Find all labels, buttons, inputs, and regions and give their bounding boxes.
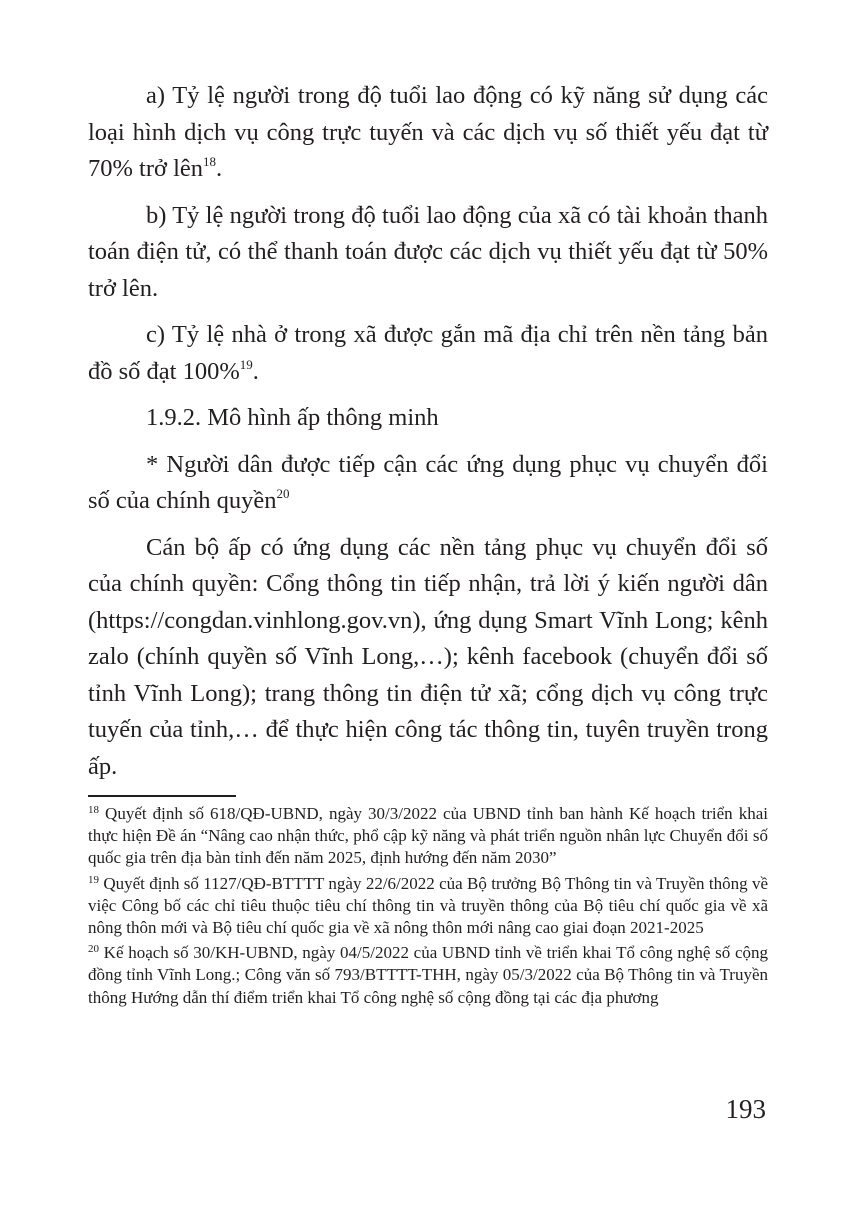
body-text xyxy=(88,78,768,785)
footnote-ref-18[interactable]: 18 xyxy=(203,154,217,169)
page-number: 193 xyxy=(725,1094,766,1124)
paragraph-a: a) Tỷ lệ người trong độ tuổi lao động có kỹ năng sử dụng các loại hình dịch vụ công trực tuyến và các dịch vụ số thiết yếu đạt từ 70% trở lên$^{18}$. xyxy=(88,82,768,182)
footnote-ref-20[interactable]: 20 xyxy=(276,486,290,501)
paragraph-b: b) Tỷ lệ người trong độ tuổi lao động của xã có tài khoản thanh toán điện tử, có thể thanh toán được các dịch vụ thiết yếu đạt từ 50% trở lên. xyxy=(88,201,768,302)
page-content xyxy=(88,78,768,1012)
footnotes xyxy=(88,803,768,1009)
footnote-20: $^{20}$ Kế hoạch số 30/KH-UBND, ngày 04/5/2022 của UBND tỉnh về triển khai Tổ công nghệ số cộng đồng tỉnh Vĩnh Long.; Công văn số 793/BTTTT-THH, ngày 05/3/2022 của Bộ Thông tin và Truyền thông Hướng dẫn thí điểm triển khai Tổ công nghệ số cộng đồng tại các địa phương xyxy=(88,943,768,1007)
paragraph-main: Cán bộ ấp có ứng dụng các nền tảng phục vụ chuyển đổi số của chính quyền: Cổng thông tin tiếp nhận, trả lời ý kiến người dân (https://congdan.vinhlong.gov.vn), ứng dụng Smart Vĩnh Long; kênh zalo (chính quyền số Vĩnh Long,…); kênh facebook (chuyển đổi số tỉnh Vĩnh Long); trang thông tin điện tử xã; cổng dịch vụ công trực tuyến của tỉnh,… để thực hiện công tác thông tin, tuyên truyền trong ấp. xyxy=(88,533,768,780)
paragraph-bullet: * Người dân được tiếp cận các ứng dụng phục vụ chuyển đổi số của chính quyền$^{20}$ xyxy=(88,450,768,514)
footnote-19: $^{19}$ Quyết định số 1127/QĐ-BTTTT ngày 22/6/2022 của Bộ trưởng Bộ Thông tin và Truyền thông về việc Công bố các chỉ tiêu thuộc tiêu chí thông tin và truyền thông của Bộ tiêu chí quốc gia về xã nông thôn mới và Bộ tiêu chí quốc gia về xã nông thôn mới nâng cao giai đoạn 2021-2025 xyxy=(88,873,768,938)
footnote-ref-19[interactable]: 19 xyxy=(239,356,253,372)
section-heading: 1.9.2. Mô hình ấp thông minh xyxy=(146,404,439,431)
paragraph-c: c) Tỷ lệ nhà ở trong xã được gắn mã địa chỉ trên nền tảng bản đồ số đạt 100%$^{19}$. xyxy=(88,321,768,385)
footnote-18: $^{18}$ Quyết định số 618/QĐ-UBND, ngày 30/3/2022 của UBND tỉnh ban hành Kế hoạch triển khai thực hiện Đề án “Nâng cao nhận thức, phổ cập kỹ năng và phát triển nguồn nhân lực Chuyển đổi số quốc gia trên địa bàn tỉnh đến năm 2025, định hướng đến năm 2030” xyxy=(88,804,768,868)
footnote-divider xyxy=(88,795,236,797)
